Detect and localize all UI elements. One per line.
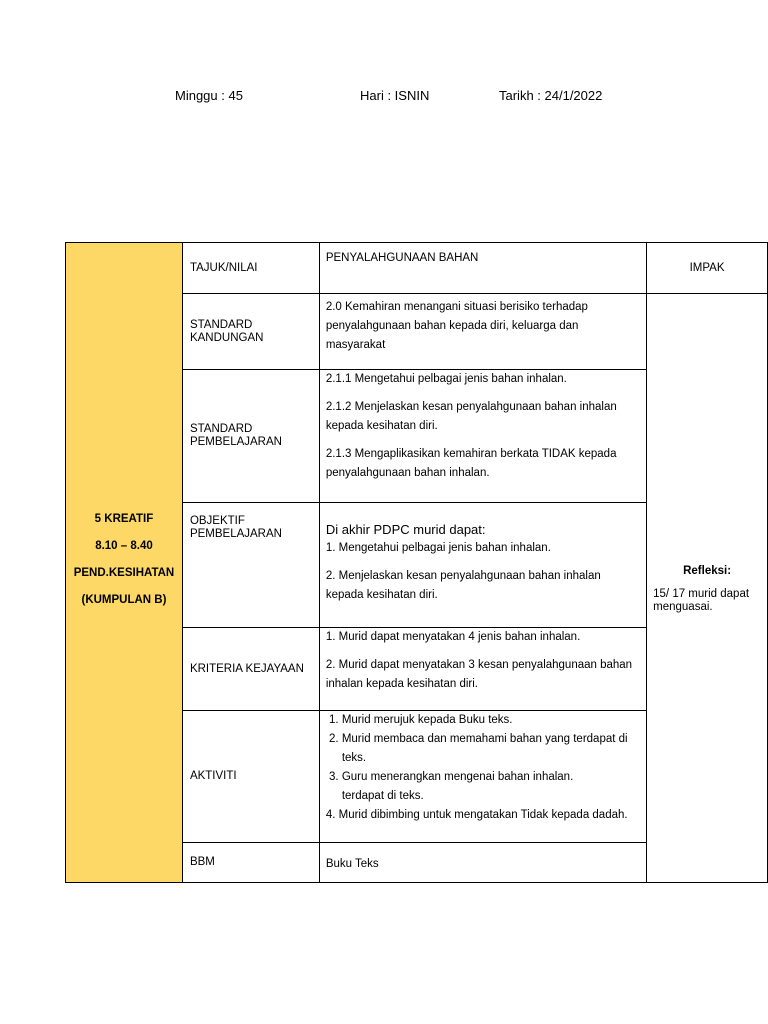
lesson-plan-table — [65, 242, 768, 883]
class-info-cell — [66, 243, 183, 883]
objektif-label: OBJEKTIF PEMBELAJARAN — [182, 503, 319, 628]
bbm-label: BBM — [182, 843, 319, 883]
kriteria-value — [319, 628, 646, 711]
group-name: (KUMPULAN B) — [81, 593, 167, 606]
week-label: Minggu : 45 — [175, 88, 243, 103]
objektif-item: 1. Mengetahui pelbagai jenis bahan inhalan. — [325, 542, 551, 554]
standard-pembelajaran-label: STANDARD PEMBELAJARAN — [182, 370, 319, 503]
standard-pembelajaran-value — [319, 370, 646, 503]
class-time: 8.10 – 8.40 — [95, 539, 153, 552]
aktiviti-item: 3. Guru menerangkan mengenai bahan inhalan. — [342, 768, 640, 787]
aktiviti-label: AKTIVITI — [182, 711, 319, 843]
refleksi-text: 15/ 17 murid dapat menguasai. — [653, 588, 750, 613]
tajuk-value: PENYALAHGUNAAN BAHAN — [319, 243, 646, 294]
standard-kandungan-value: 2.0 Kemahiran menangani situasi berisiko terhadap penyalahgunaan bahan kepada diri, keluarga dan masyarakat — [319, 294, 646, 370]
aktiviti-item: 2. Murid membaca dan memahami bahan yang terdapat di teks. — [342, 730, 640, 768]
bbm-value: Buku Teks — [319, 843, 646, 883]
sp-item: 2.1.1 Mengetahui pelbagai jenis bahan inhalan. — [325, 373, 567, 385]
date-label: Tarikh : 24/1/2022 — [499, 88, 603, 103]
aktiviti-list — [326, 711, 640, 787]
objektif-item: 2. Menjelaskan kesan penyalahgunaan bahan inhalan kepada kesihatan diri. — [325, 570, 601, 601]
day-label: Hari : ISNIN — [360, 88, 430, 103]
sp-item: 2.1.3 Mengaplikasikan kemahiran berkata TIDAK kepada penyalahgunaan bahan inhalan. — [325, 448, 617, 479]
aktiviti-value — [319, 711, 646, 843]
subject-name: PEND.KESIHATAN — [73, 566, 175, 579]
objektif-intro: Di akhir PDPC murid dapat: — [325, 522, 486, 537]
kriteria-item: 1. Murid dapat menyatakan 4 jenis bahan inhalan. — [325, 631, 581, 643]
impak-body — [647, 294, 768, 883]
kriteria-label: KRITERIA KEJAYAAN — [182, 628, 319, 711]
impak-header: IMPAK — [647, 243, 768, 294]
aktiviti-item: 1. Murid merujuk kepada Buku teks. — [342, 711, 640, 730]
aktiviti-item-last: 4. Murid dibimbing untuk mengatakan Tidak kepada dadah. — [325, 809, 628, 821]
objektif-value — [319, 503, 646, 628]
kriteria-item: 2. Murid dapat menyatakan 3 kesan penyalahgunaan bahan inhalan kepada kesihatan diri. — [325, 659, 633, 690]
standard-kandungan-label: STANDARD KANDUNGAN — [182, 294, 319, 370]
tajuk-label: TAJUK/NILAI — [182, 243, 319, 294]
aktiviti-continuation: terdapat di teks. — [341, 790, 424, 802]
class-name: 5 KREATIF — [94, 512, 154, 525]
sp-item: 2.1.2 Menjelaskan kesan penyalahgunaan bahan inhalan kepada kesihatan diri. — [325, 401, 617, 432]
refleksi-title: Refleksi: — [683, 565, 732, 577]
